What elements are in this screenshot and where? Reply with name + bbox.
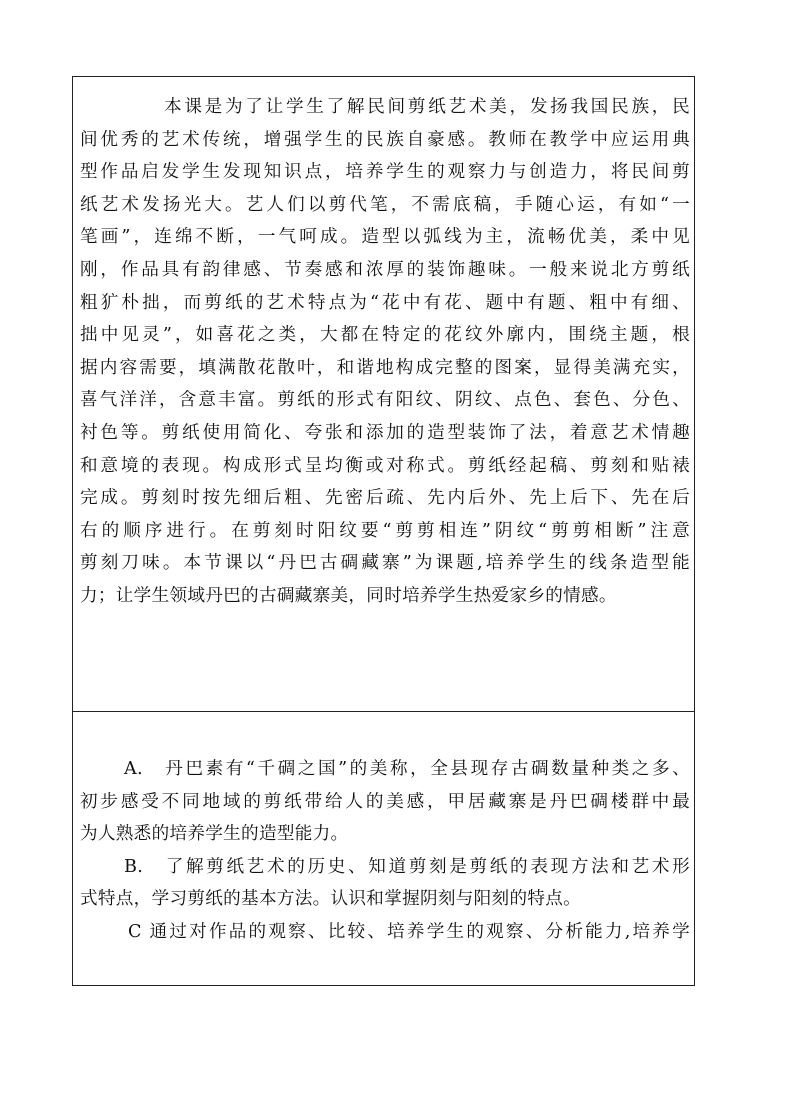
text-line: 为人熟悉的培养学生的造型能力。: [80, 824, 349, 845]
objective-c: [80, 916, 690, 949]
text-line: 和意境的表现。构成形式呈均衡或对称式。剪纸经起稿、剪刻和贴裱: [80, 455, 690, 476]
text-line: 衬色等。剪纸使用简化、夸张和添加的造型装饰了法，着意艺术情趣: [80, 422, 690, 443]
text-line: 据内容需要，填满散花散叶，和谐地构成完整的图案，显得美满充实，: [80, 357, 690, 378]
text-line: 喜气洋洋，含意丰富。剪纸的形式有阳纹、阴纹、点色、套色、分色、: [80, 390, 690, 411]
objective-a: [80, 753, 690, 851]
text-line: 间优秀的艺术传统，增强学生的民族自豪感。教师在教学中应运用典: [80, 129, 690, 150]
objective-b: [80, 851, 690, 916]
text-line: 力；让学生领域丹巴的古碉藏寨美，同时培养学生热爱家乡的情感。: [80, 585, 617, 606]
text-line: B. 了解剪纸艺术的历史、知道剪刻是剪纸的表现方法和艺术形: [124, 856, 690, 877]
text-line: 型作品启发学生发现知识点，培养学生的观察力与创造力，将民间剪: [80, 162, 690, 183]
text-line: 剪刻刀味。本节课以“丹巴古碉藏寨”为课题,培养学生的线条造型能: [80, 553, 690, 574]
text-line: 拙中见灵”，如喜花之类，大都在特定的花纹外廓内，围绕主题，根: [80, 325, 690, 346]
text-line: C 通过对作品的观察、比较、培养学生的观察、分析能力,培养学: [128, 921, 690, 942]
lesson-objectives: [80, 753, 690, 949]
text-line: 初步感受不同地域的剪纸带给人的美感，甲居藏寨是丹巴碉楼群中最: [80, 791, 690, 812]
text-line: 右的顺序进行。在剪刻时阳纹要“剪剪相连”阴纹“剪剪相断”注意: [80, 520, 690, 541]
text-line: 式特点，学习剪纸的基本方法。认识和掌握阴刻与阳刻的特点。: [80, 889, 582, 910]
lesson-table: [72, 76, 695, 986]
text-line: A. 丹巴素有“千碉之国”的美称，全县现存古碉数量种类之多、: [124, 759, 690, 779]
text-line: 本课是为了让学生了解民间剪纸艺术美，发扬我国民族，民: [164, 97, 690, 117]
text-line: 完成。剪刻时按先细后粗、先密后疏、先内后外、先上后下、先在后: [80, 488, 690, 509]
text-line: 笔画”，连绵不断，一气呵成。造型以弧线为主，流畅优美，柔中见: [80, 227, 690, 248]
text-line: 刚，作品具有韵律感、节奏感和浓厚的装饰趣味。一般来说北方剪纸: [80, 259, 690, 280]
table-divider: [73, 711, 694, 712]
text-line: 纸艺术发扬光大。艺人们以剪代笔，不需底稿，手随心运，有如“一: [80, 194, 690, 215]
text-line: 粗犷朴拙，而剪纸的艺术特点为“花中有花、题中有题、粗中有细、: [80, 292, 690, 313]
lesson-intro-paragraph: [80, 91, 690, 613]
